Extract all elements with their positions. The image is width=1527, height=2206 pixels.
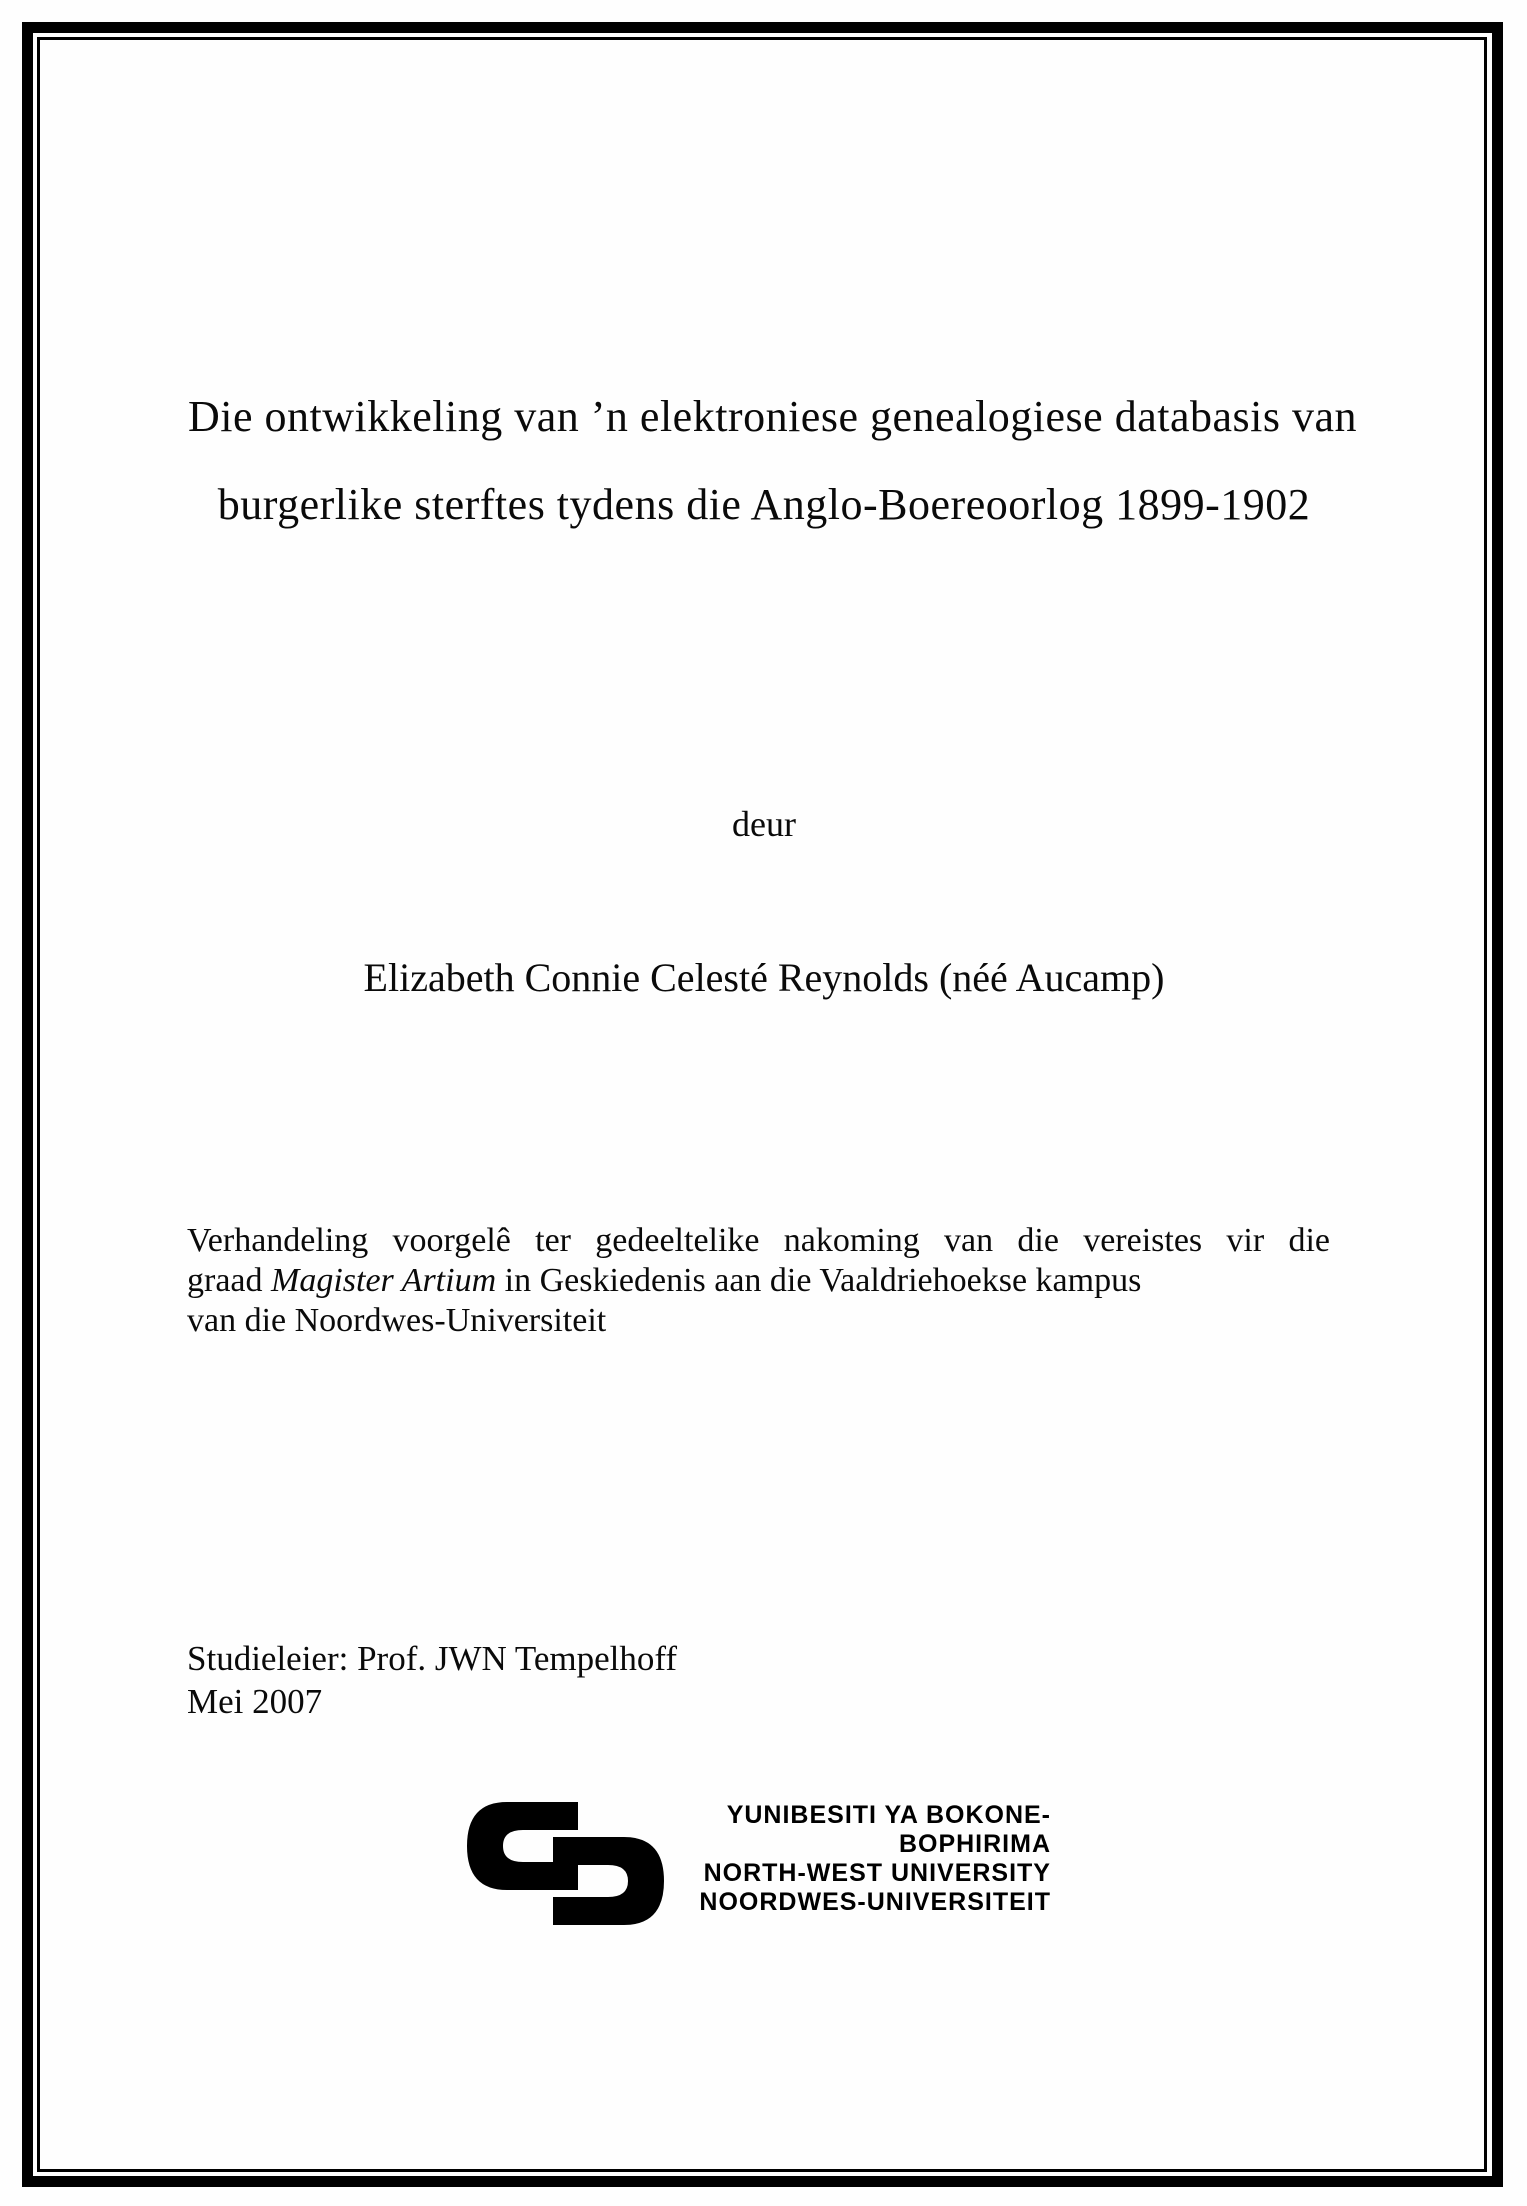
thesis-title-line-1: Die ontwikkeling van ’n elektroniese genealogiese databasis van <box>188 392 1358 441</box>
byline-deur: deur <box>732 804 796 844</box>
supervisor-block <box>187 1637 1087 1723</box>
degree-name-italic: Magister Artium <box>271 1262 497 1299</box>
author-name: Elizabeth Connie Celesté Reynolds (néé Aucamp) <box>363 955 1165 1000</box>
thesis-title <box>188 373 1358 549</box>
university-logo-text <box>585 1801 1051 1917</box>
university-name-afrikaans: NOORDWES-UNIVERSITEIT <box>699 1888 1051 1916</box>
university-name-english: NORTH-WEST UNIVERSITY <box>703 1859 1051 1887</box>
degree-statement-line-3: van die Noordwes-Universiteit <box>187 1302 607 1339</box>
date-line: Mei 2007 <box>187 1682 323 1721</box>
university-name-setswana: YUNIBESITI YA BOKONE-BOPHIRIMA <box>726 1801 1051 1858</box>
thesis-title-line-2: burgerlike sterftes tydens die Anglo-Boereoorlog 1899-1902 <box>217 480 1311 529</box>
supervisor-line: Studieleier: Prof. JWN Tempelhoff <box>187 1639 678 1678</box>
degree-statement-line-2-post: in Geskiedenis aan die Vaaldriehoekse kampus <box>496 1262 1142 1299</box>
degree-statement-line-2 <box>187 1261 1330 1301</box>
degree-statement-line-1: Verhandeling voorgelê ter gedeeltelike nakoming van die vereistes vir die <box>187 1222 1330 1259</box>
degree-statement <box>187 1221 1330 1341</box>
degree-statement-line-2-pre: graad <box>187 1262 272 1299</box>
